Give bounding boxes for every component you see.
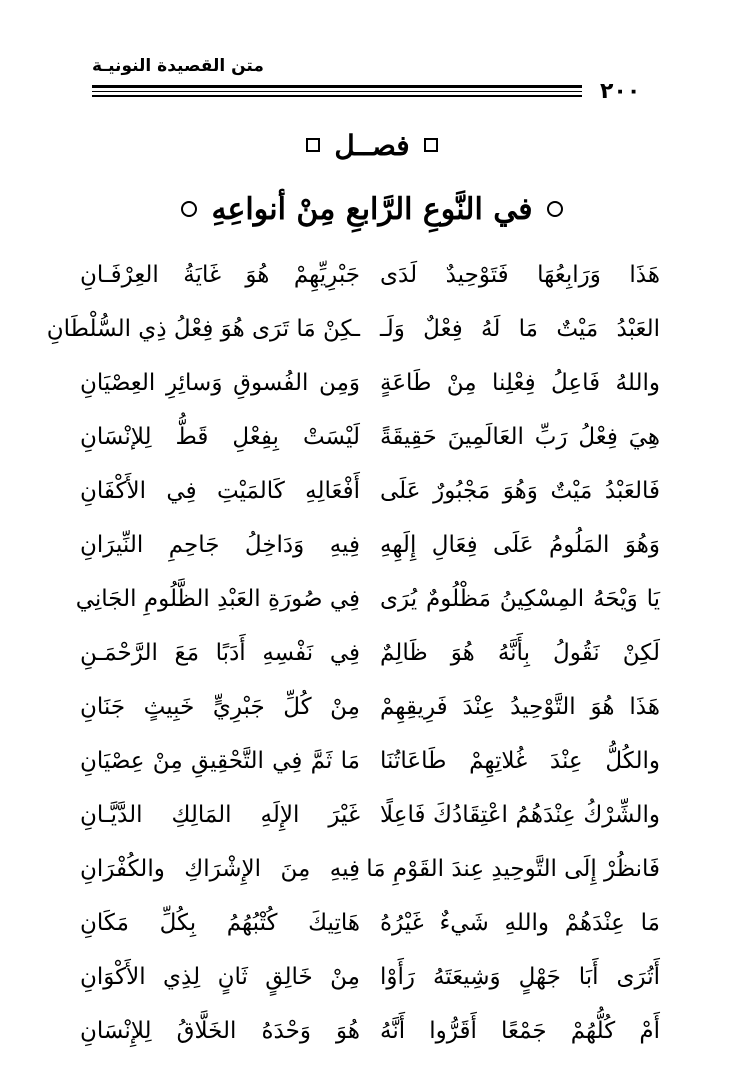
first-hemistich: وَهُوَ المَلُومُ عَلَى فِعَالِ إِلَهِهِ xyxy=(380,532,660,558)
verse-line xyxy=(80,680,660,734)
second-hemistich: مِنْ خَالِقٍ ثَانٍ لِذِي الأَكْوَانِ xyxy=(80,964,360,990)
second-hemistich: جَبْرِيِّهِمْ هُوَ غَايَةُ العِرْفَـانِ xyxy=(80,262,360,288)
verse-line xyxy=(80,950,660,1004)
first-hemistich: والكُلُّ عِنْدَ غُلاتِهِمْ طَاعَاتُنَا xyxy=(380,748,660,774)
second-hemistich: فِي نَفْسِهِ أَدَبًا مَعَ الرَّحْمَـنِ xyxy=(80,640,360,666)
header-rule xyxy=(92,85,582,88)
second-hemistich: هُوَ وَحْدَهُ الخَلَّاقُ لِلإِنْسَانِ xyxy=(80,1018,360,1044)
second-hemistich: أَفْعَالِهِ كَالمَيْتِ فِي الأَكْفَانِ xyxy=(80,478,360,504)
second-hemistich: غَيْرَ الإِلَهِ المَالِكِ الدَّيَّـانِ xyxy=(80,802,360,828)
verse-line xyxy=(75,572,660,626)
second-hemistich: مِنْ كُلِّ جَبْرِيٍّ خَبِيثٍ جَنَانِ xyxy=(80,694,360,720)
verse-line xyxy=(46,302,660,356)
subtitle-title: في النَّوعِ الرَّابعِ مِنْ أنواعِهِ xyxy=(211,191,533,227)
verse-line xyxy=(80,356,660,410)
section-title: فصــل xyxy=(334,128,410,162)
verse-line xyxy=(80,248,660,302)
first-hemistich: أَتُرَى أَبَا جَهْلٍ وَشِيعَتَهُ رَأَوْا xyxy=(380,964,660,990)
second-hemistich: هَاتِيكَ كُتْبُهُمُ بِكُلِّ مَكَانِ xyxy=(80,910,360,936)
second-hemistich: لَيْسَتْ بِفِعْلِ قَطُّ لِلإنْسَانِ xyxy=(80,424,360,450)
first-hemistich: العَبْدُ مَيْتٌ مَا لَهُ فِعْلٌ وَلَـ xyxy=(380,316,660,342)
subtitle-heading xyxy=(0,187,744,231)
first-hemistich: هَذَا هُوَ التَّوْحِيدُ عِنْدَ فَرِيقِهِمْ xyxy=(380,694,660,720)
second-hemistich: فِيهِ وَدَاخِلُ جَاحِمِ النِّيرَانِ xyxy=(80,532,360,558)
circle-ornament-icon xyxy=(547,201,563,217)
square-ornament-icon xyxy=(424,138,438,152)
running-title: متن القصيدة النونيـة xyxy=(92,56,264,76)
verse-line xyxy=(80,626,660,680)
verse-line xyxy=(80,518,660,572)
first-hemistich: أَمْ كُلُّهُمْ جَمْعًا أَقَرُّوا أَنَّهُ xyxy=(380,1018,660,1044)
verse-line xyxy=(80,788,660,842)
verse-line xyxy=(80,410,660,464)
first-hemistich: فَانظُرْ إِلَى التَّوحِيدِ عِندَ القَوْمِ مَا xyxy=(366,856,660,882)
page-number: ٢٠٠ xyxy=(600,79,641,104)
square-ornament-icon xyxy=(306,138,320,152)
section-heading xyxy=(0,125,744,165)
header-rule xyxy=(92,95,582,97)
verse-line xyxy=(80,464,660,518)
first-hemistich: والشِّرْكُ عِنْدَهُمُ اعْتِقَادُكَ فَاعِلًا xyxy=(380,802,660,828)
circle-ornament-icon xyxy=(181,201,197,217)
verse-line xyxy=(80,734,660,788)
first-hemistich: مَا عِنْدَهُمْ واللهِ شَيءٌ غَيْرُهُ xyxy=(380,910,660,936)
second-hemistich: فِي صُورَةِ العَبْدِ الظَّلُومِ الجَانِي xyxy=(75,586,360,612)
second-hemistich: ـكِنْ مَا تَرَى هُوَ فِعْلُ ذِي السُّلْطَانِ xyxy=(46,316,360,342)
first-hemistich: لَكِنْ نَقُولُ بِأَنَّهُ هُوَ ظَالِمٌ xyxy=(380,640,660,666)
verse-line xyxy=(80,1004,660,1058)
second-hemistich: فِيهِ مِنَ الإِشْرَاكِ والكُفْرَانِ xyxy=(80,856,360,882)
verse-line xyxy=(80,896,660,950)
verse-line xyxy=(80,842,660,896)
second-hemistich: مَا ثَمَّ فِي التَّحْقِيقِ مِنْ عِصْيَانِ xyxy=(80,748,360,774)
first-hemistich: واللهُ فَاعِلُ فِعْلِنا مِنْ طَاعَةٍ xyxy=(380,370,660,396)
header-rule xyxy=(92,91,582,92)
poem-verses xyxy=(46,248,660,1058)
first-hemistich: هِيَ فِعْلُ رَبِّ العَالَمِينَ حَقِيقَةً xyxy=(380,424,660,450)
first-hemistich: يَا وَيْحَهُ المِسْكِينُ مَظْلُومٌ يُرَى xyxy=(380,586,660,612)
first-hemistich: هَذَا وَرَابِعُهَا فَتَوْحِيدٌ لَدَى xyxy=(380,262,660,288)
second-hemistich: وَمِن الفُسوقِ وَسائِرِ العِصْيَانِ xyxy=(80,370,360,396)
first-hemistich: فَالعَبْدُ مَيْتٌ وَهُوَ مَجْبُورٌ عَلَى xyxy=(380,478,660,504)
